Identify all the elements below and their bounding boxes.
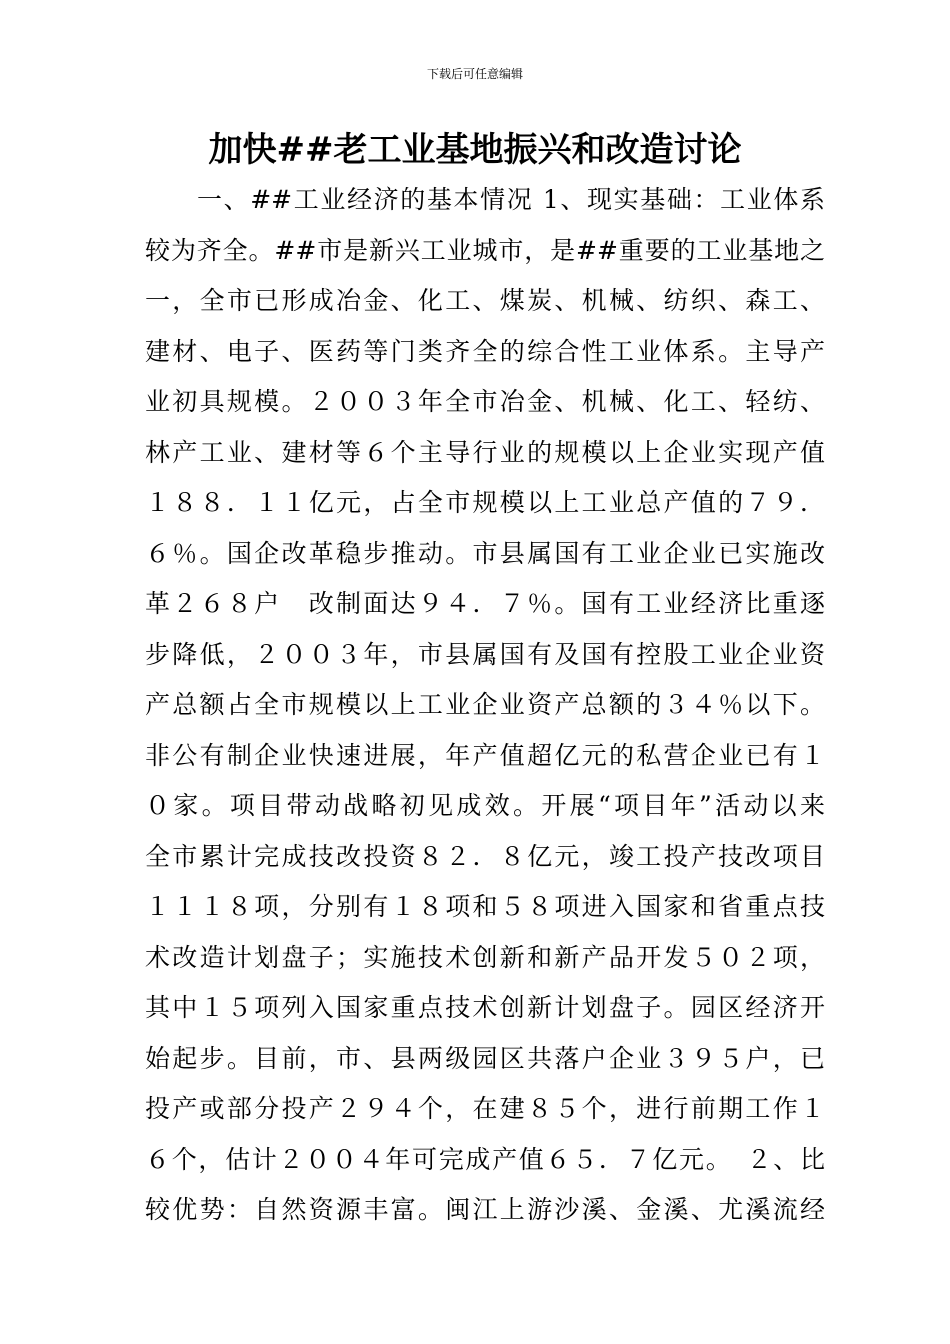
body-line: 全市累计完成技改投资８２．８亿元，竣工投产技改项目 <box>145 841 825 871</box>
body-line: ６％。国企改革稳步推动。市县属国有工业企业已实施改 <box>145 538 825 568</box>
body-line: １８８．１１亿元，占全市规模以上工业总产值的７９． <box>145 488 825 517</box>
body-line: 投产或部分投产２９４个，在建８５个，进行前期工作１ <box>145 1094 825 1123</box>
body-line: 建材、电子、医药等门类齐全的综合性工业体系。主导产 <box>145 336 825 366</box>
body-line: 业初具规模。２００３年全市冶金、机械、化工、轻纺、 <box>145 387 825 416</box>
body-line: 步降低，２００３年，市县属国有及国有控股工业企业资 <box>145 639 825 669</box>
body-line: ６个，估计２００４年可完成产值６５．７亿元。 ２、比 <box>145 1144 825 1174</box>
body-text <box>145 175 825 1236</box>
body-line: 其中１５项列入国家重点技术创新计划盘子。园区经济开 <box>145 993 825 1022</box>
body-line: 林产工业、建材等６个主导行业的规模以上企业实现产值 <box>145 437 825 467</box>
header-note: 下载后可任意编辑 <box>426 67 523 81</box>
body-line: 革２６８户 改制面达９４．７％。国有工业经济比重逐 <box>145 589 825 618</box>
body-line: 产总额占全市规模以上工业企业资产总额的３４％以下。 <box>145 690 825 719</box>
body-line: 非公有制企业快速进展，年产值超亿元的私营企业已有１ <box>145 740 825 770</box>
body-line: ０家。项目带动战略初见成效。开展“项目年”活动以来 <box>145 791 825 820</box>
body-line: 一，全市已形成冶金、化工、煤炭、机械、纺织、森工、 <box>145 286 825 315</box>
body-line: 一、##工业经济的基本情况 1、现实基础：工业体系 <box>197 185 825 214</box>
body-line: 术改造计划盘子；实施技术创新和新产品开发５０２项， <box>145 942 825 972</box>
document-title: 加快##老工业基地振兴和改造讨论 <box>208 130 742 170</box>
body-line: 较为齐全。##市是新兴工业城市，是##重要的工业基地之 <box>145 235 825 265</box>
body-line: 始起步。目前，市、县两级园区共落户企业３９５户，已 <box>145 1043 825 1073</box>
body-line: １１１８项，分别有１８项和５８项进入国家和省重点技 <box>145 892 825 921</box>
body-line: 较优势：自然资源丰富。闽江上游沙溪、金溪、尤溪流经 <box>145 1195 825 1224</box>
